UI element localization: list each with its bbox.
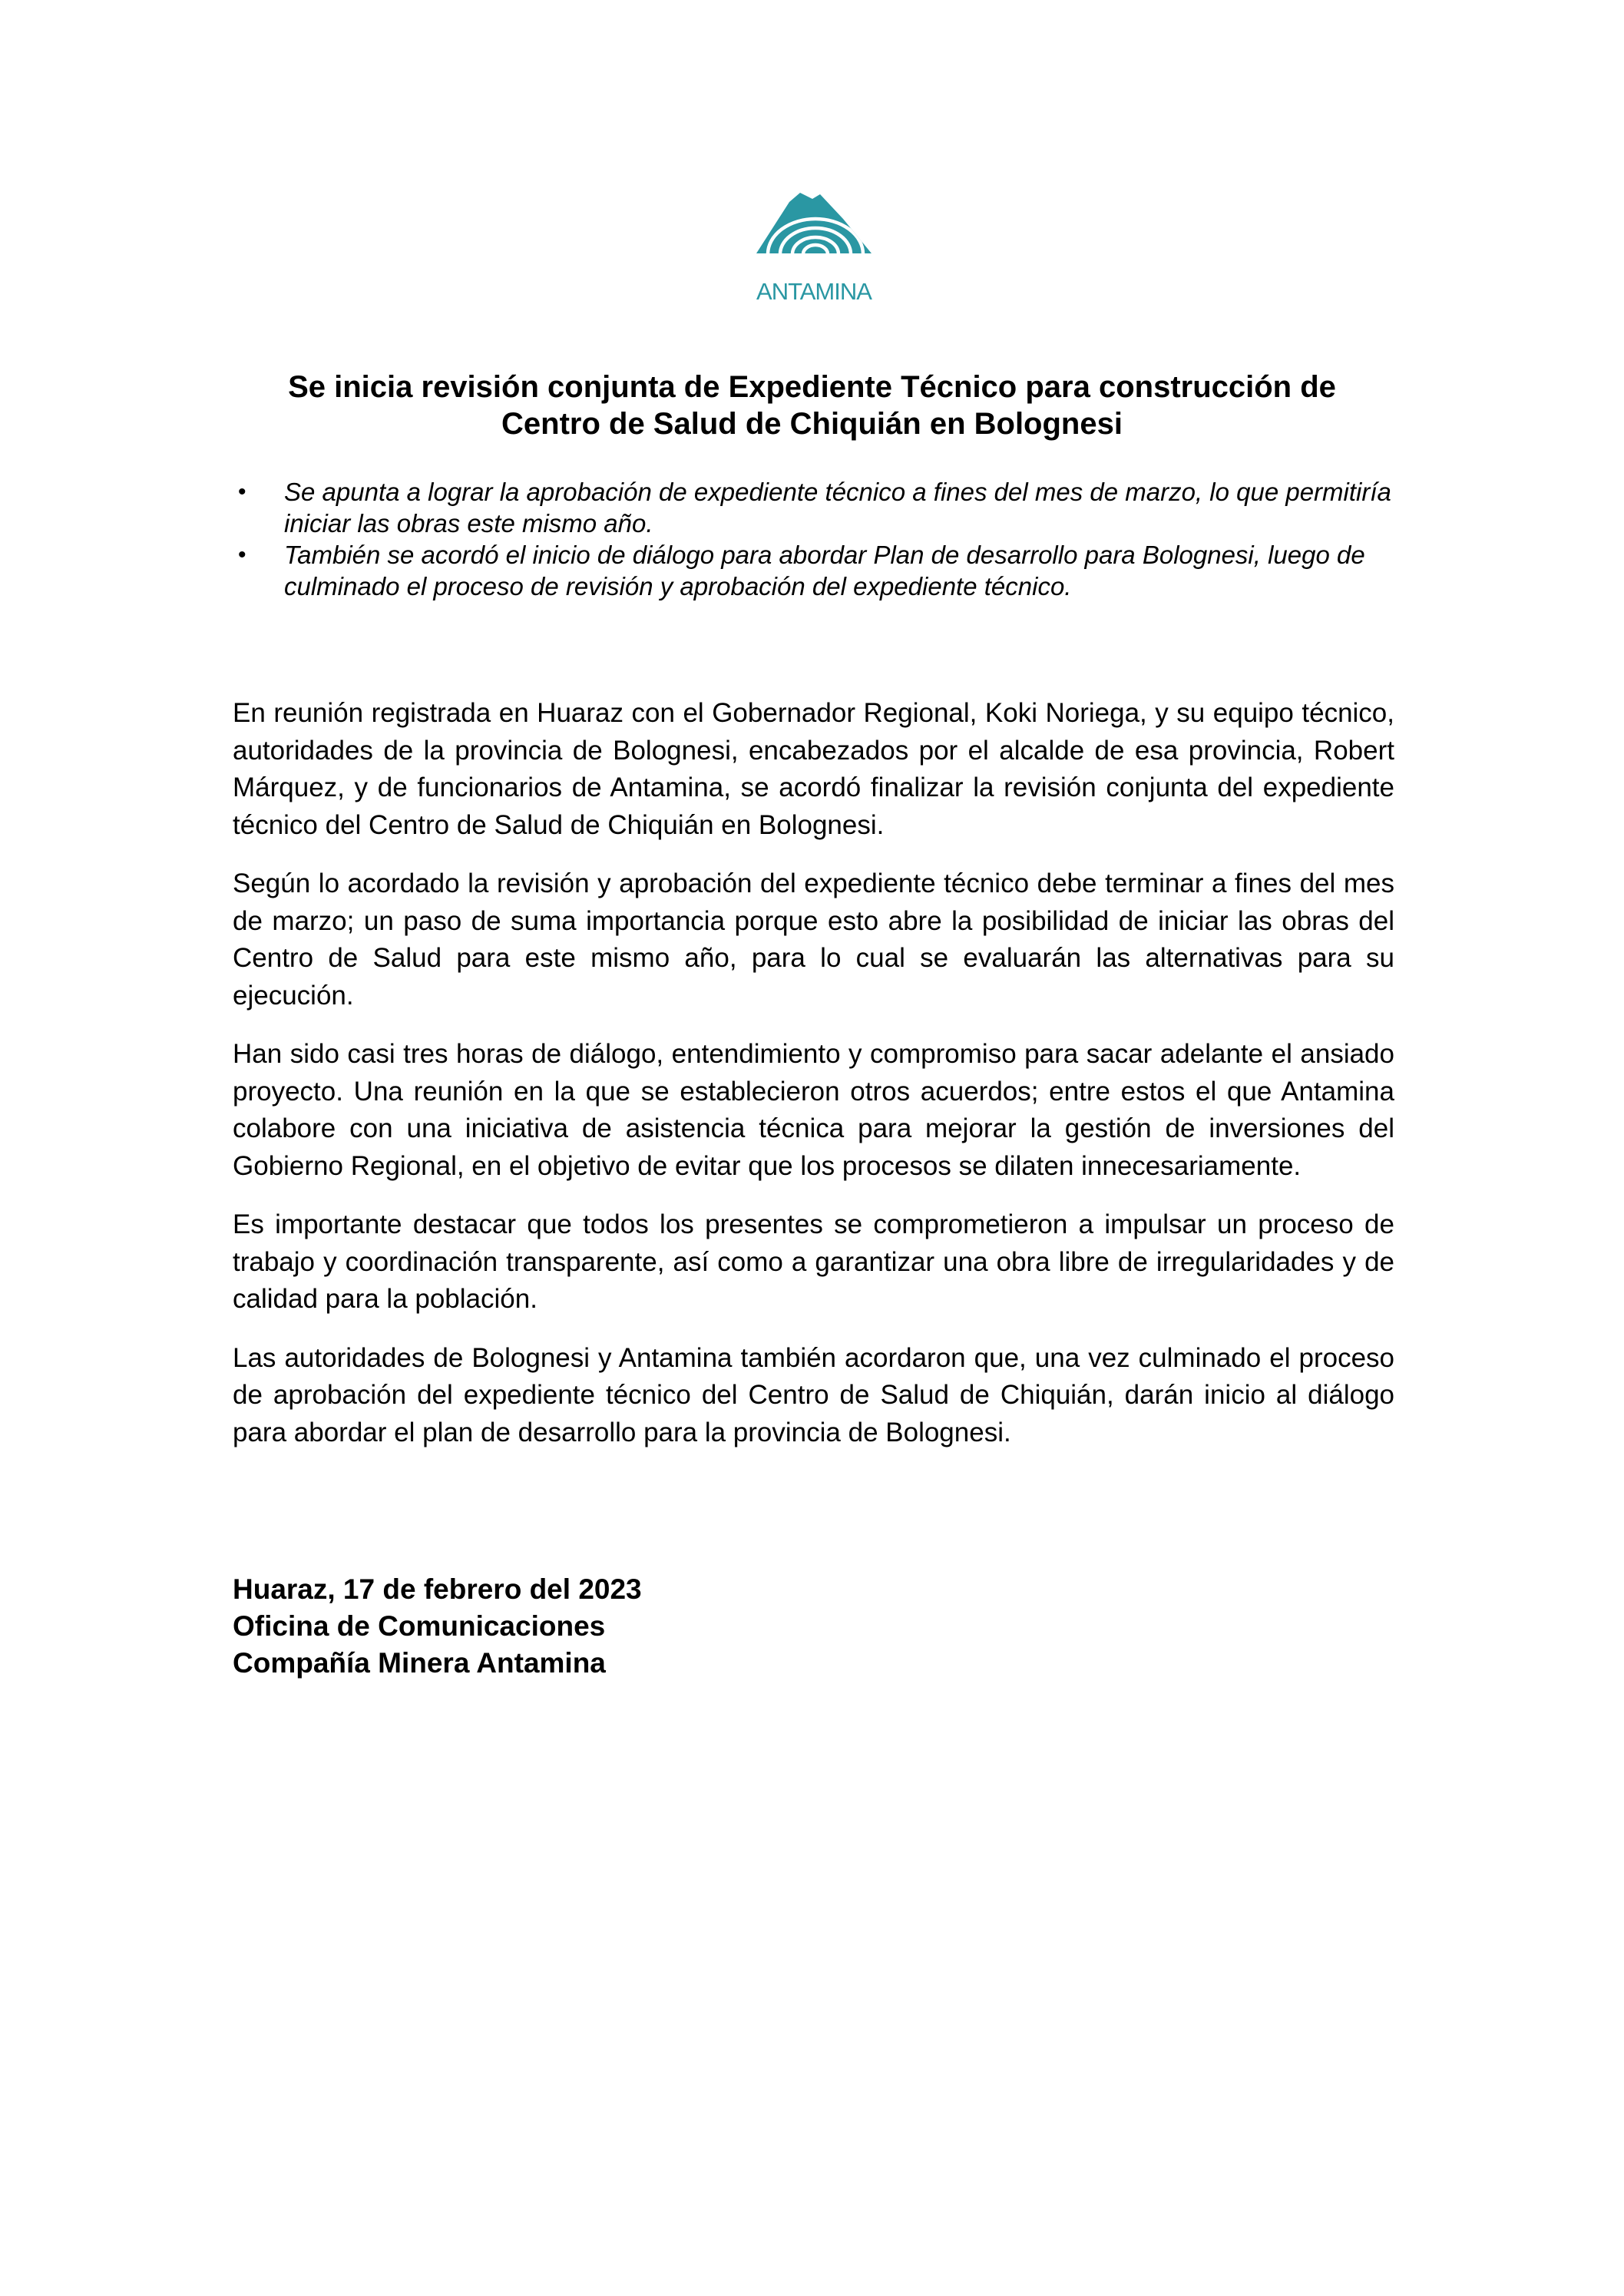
signature-block: [233, 1571, 642, 1682]
page-title: [192, 369, 1432, 442]
bullet-icon: •: [238, 479, 246, 505]
signature-company: Compañía Minera Antamina: [233, 1647, 606, 1679]
paragraph: Según lo acordado la revisión y aprobación del expediente técnico debe terminar a fines del mes de marzo; un paso de suma importancia porque esto abre la posibilidad de iniciar las obras del Centro de Salud para este mismo año, para lo cual se evaluarán las alternativas para su ejecución.: [233, 868, 1394, 1011]
signature-office: Oficina de Comunicaciones: [233, 1610, 606, 1642]
summary-bullets: [238, 476, 1397, 602]
article-body: [233, 695, 1394, 1473]
bullet-item: [238, 476, 1397, 539]
mountain-icon: [752, 188, 875, 311]
title-line-1: Se inicia revisión conjunta de Expediente Técnico para construcción de: [288, 370, 1336, 404]
paragraph: En reunión registrada en Huaraz con el Gobernador Regional, Koki Noriega, y su equipo técnico, autoridades de la provincia de Bolognesi, encabezados por el alcalde de esa provincia, Robert Márquez, y de funcionarios de Antamina, se acordó finalizar la revisión conjunta del expediente técnico del Centro de Salud de Chiquián en Bolognesi.: [233, 698, 1394, 840]
bullet-text: También se acordó el inicio de diálogo para abordar Plan de desarrollo para Bolognesi, luego de culminado el proceso de revisión y aprobación del expediente técnico.: [284, 541, 1365, 600]
bullet-item: [238, 539, 1397, 602]
bullet-text: Se apunta a lograr la aprobación de expediente técnico a fines del mes de marzo, lo que permitiría iniciar las obras este mismo año.: [284, 478, 1391, 538]
title-line-2: Centro de Salud de Chiquián en Bolognesi: [501, 407, 1123, 441]
antamina-logo: [752, 188, 875, 311]
paragraph: Han sido casi tres horas de diálogo, entendimiento y compromiso para sacar adelante el ansiado proyecto. Una reunión en la que se establecieron otros acuerdos; entre estos el que Antamina colabore con una iniciativa de asistencia técnica para mejorar la gestión de inversiones del Gobierno Regional, en el objetivo de evitar que los procesos se dilaten innecesariamente.: [233, 1039, 1394, 1181]
logo-text: ANTAMINA: [756, 278, 872, 305]
bullet-icon: •: [238, 542, 246, 567]
paragraph: Las autoridades de Bolognesi y Antamina también acordaron que, una vez culminado el proceso de aprobación del expediente técnico del Centro de Salud de Chiquián, darán inicio al diálogo para abordar el plan de desarrollo para la provincia de Bolognesi.: [233, 1342, 1394, 1447]
paragraph: Es importante destacar que todos los presentes se comprometieron a impulsar un proceso de trabajo y coordinación transparente, así como a garantizar una obra libre de irregularidades y de calidad para la población.: [233, 1209, 1394, 1314]
signature-date: Huaraz, 17 de febrero del 2023: [233, 1573, 642, 1605]
